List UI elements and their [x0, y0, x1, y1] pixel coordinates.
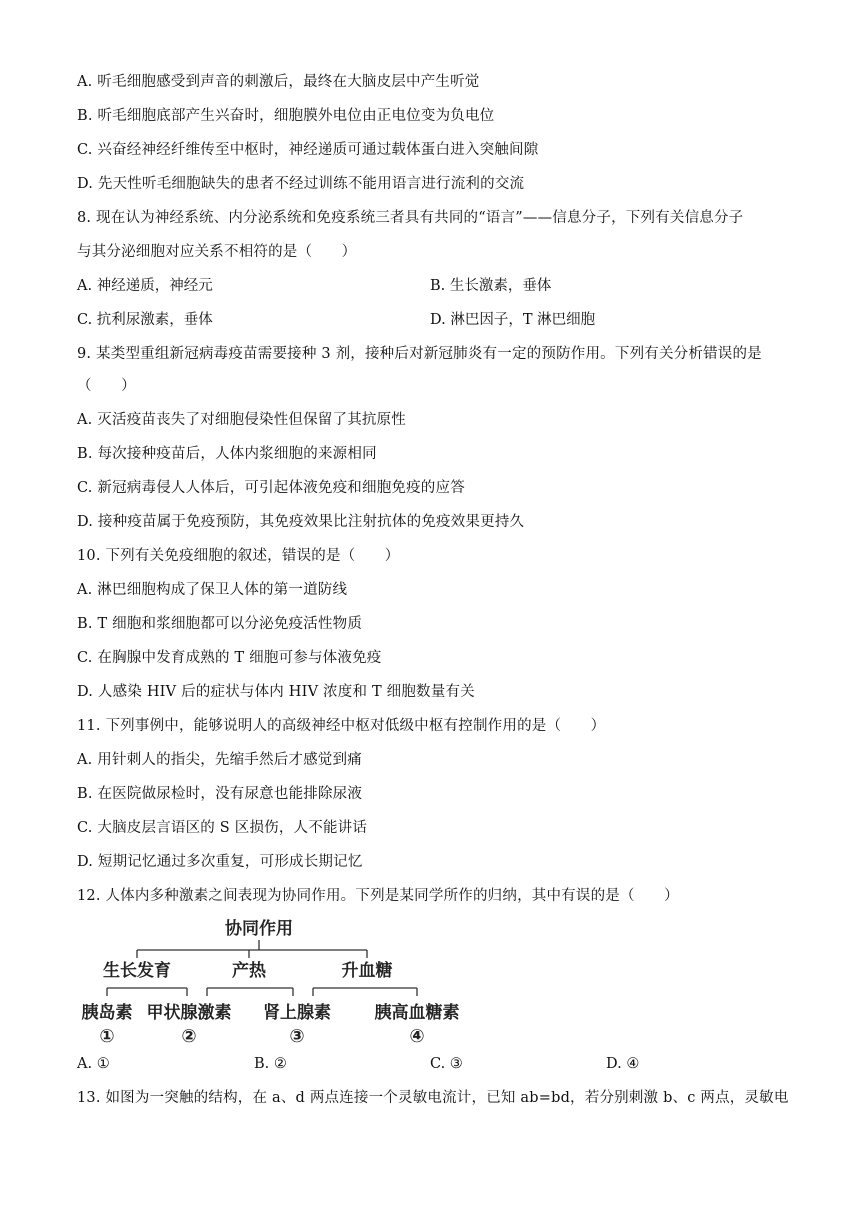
- q8-option-a: A. 神经递质，神经元: [77, 278, 213, 294]
- diagram-root-connector: [137, 940, 367, 958]
- diagram-hormone-insulin: 胰岛素: [81, 1003, 133, 1023]
- diagram-group-blood-sugar: 升血糖: [341, 961, 393, 981]
- q9-stem-line1: 9. 某类型重组新冠病毒疫苗需要接种 3 剂，接种后对新冠肺炎有一定的预防作用。下列有关分析错误的是: [77, 346, 762, 362]
- diagram-root-label: 协同作用: [225, 919, 293, 939]
- q10-option-a: A. 淋巴细胞构成了保卫人体的第一道防线: [77, 582, 348, 598]
- q8-stem-line2: 与其分泌细胞对应关系不相符的是（ ）: [77, 244, 357, 260]
- q9-option-d: D. 接种疫苗属于免疫预防，其免疫效果比注射抗体的免疫效果更持久: [77, 514, 525, 530]
- q10-stem: 10. 下列有关免疫细胞的叙述，错误的是（ ）: [77, 548, 400, 564]
- diagram-mark-4: ④: [409, 1026, 425, 1047]
- q9-option-b: B. 每次接种疫苗后，人体内浆细胞的来源相同: [77, 446, 377, 462]
- q7-option-a: A. 听毛细胞感受到声音的刺激后，最终在大脑皮层中产生听觉: [77, 74, 480, 90]
- diagram-hormone-adrenaline: 肾上腺素: [263, 1003, 331, 1023]
- q12-option-c: C. ③: [430, 1056, 463, 1072]
- q8-option-b: B. 生长激素，垂体: [430, 278, 552, 294]
- diagram-mark-1: ①: [99, 1026, 115, 1047]
- q12-option-d: D. ④: [606, 1056, 640, 1072]
- q8-option-c: C. 抗利尿激素，垂体: [77, 312, 213, 328]
- q8-stem-line1: 8. 现在认为神经系统、内分泌系统和免疫系统三者具有共同的“语言”——信息分子，下列有关信息分子: [77, 210, 744, 226]
- diagram-group-heat: 产热: [232, 961, 266, 981]
- diagram-mark-3: ③: [289, 1026, 305, 1047]
- q11-stem: 11. 下列事例中，能够说明人的高级神经中枢对低级中枢有控制作用的是（ ）: [77, 718, 606, 734]
- q7-option-c: C. 兴奋经神经纤维传至中枢时，神经递质可通过载体蛋白进入突触间隙: [77, 142, 539, 158]
- q10-option-c: C. 在胸腺中发育成熟的 T 细胞可参与体液免疫: [77, 650, 382, 666]
- q7-option-d: D. 先天性听毛细胞缺失的患者不经过训练不能用语言进行流利的交流: [77, 176, 525, 192]
- q11-option-b: B. 在医院做尿检时，没有尿意也能排除尿液: [77, 786, 363, 802]
- q11-option-d: D. 短期记忆通过多次重复，可形成长期记忆: [77, 854, 363, 870]
- diagram-group-brackets: [107, 988, 417, 996]
- diagram-group-growth: 生长发育: [103, 961, 171, 981]
- q7-option-b: B. 听毛细胞底部产生兴奋时，细胞膜外电位由正电位变为负电位: [77, 108, 495, 124]
- q12-option-a: A. ①: [77, 1056, 110, 1072]
- diagram-mark-2: ②: [181, 1026, 197, 1047]
- q10-option-d: D. 人感染 HIV 后的症状与体内 HIV 浓度和 T 细胞数量有关: [77, 684, 475, 700]
- q11-option-a: A. 用针刺人的指尖，先缩手然后才感觉到痛: [77, 752, 362, 768]
- q9-stem-line2: （ ）: [77, 378, 136, 394]
- q13-stem: 13. 如图为一突触的结构，在 a、d 两点连接一个灵敏电流计，已知 ab=bd，若分别刺激 b、c 两点，灵敏电: [77, 1090, 789, 1106]
- q9-option-c: C. 新冠病毒侵人人体后，可引起体液免疫和细胞免疫的应答: [77, 480, 465, 496]
- q12-stem: 12. 人体内多种激素之间表现为协同作用。下列是某同学所作的归纳，其中有误的是（ ）: [77, 888, 679, 904]
- q8-option-d: D. 淋巴因子，T 淋巴细胞: [430, 312, 596, 328]
- q9-option-a: A. 灭活疫苗丧失了对细胞侵染性但保留了其抗原性: [77, 412, 406, 428]
- q12-synergy-diagram: [77, 912, 477, 1050]
- q12-option-b: B. ②: [254, 1056, 287, 1072]
- diagram-hormone-thyroid: 甲状腺激素: [146, 1003, 232, 1023]
- q10-option-b: B. T 细胞和浆细胞都可以分泌免疫活性物质: [77, 616, 363, 632]
- q11-option-c: C. 大脑皮层言语区的 S 区损伤，人不能讲话: [77, 820, 368, 836]
- diagram-hormone-glucagon: 胰高血糖素: [374, 1003, 460, 1023]
